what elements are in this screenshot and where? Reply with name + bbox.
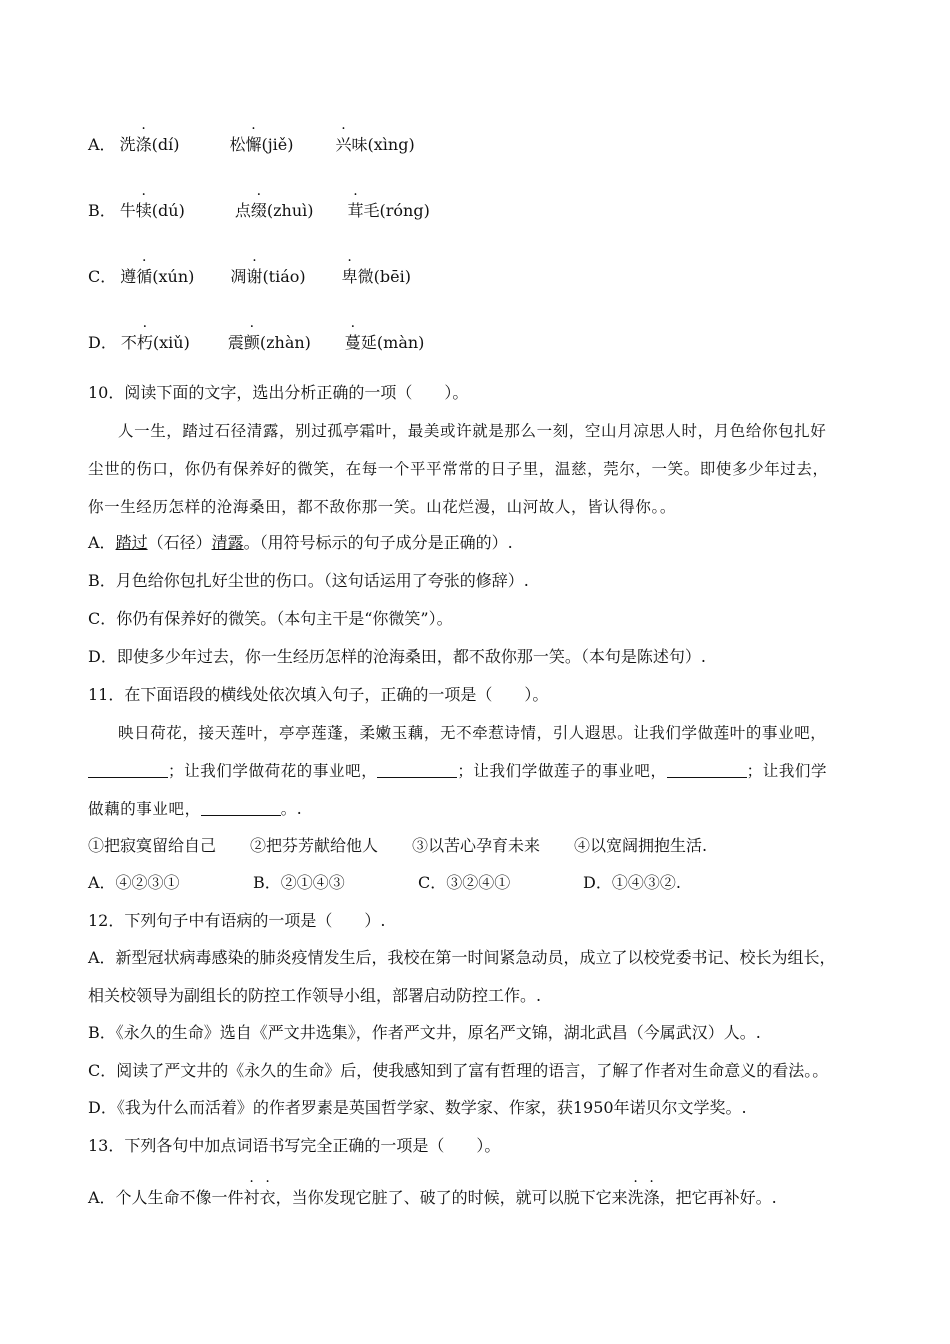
- underlined-object: 清露: [211, 533, 244, 552]
- q9-option-c: C． 遵循(xún) 凋谢(tiáo) 卑微(bēi): [88, 267, 411, 286]
- q10-option-d: D．即使多少年过去，你一生经历怎样的沧海桑田，都不敌你那一笑。（本句是陈述句）.: [88, 647, 706, 666]
- q12-stem: 12．下列句子中有语病的一项是（ ）.: [88, 911, 386, 930]
- q10-passage-line-2: 尘世的伤口，你仍有保养好的微笑，在每一个平平常常的日子里，温慈，莞尔，一笑。即使多少年过去，: [88, 460, 829, 478]
- q11-sentence-choices: ①把寂寞留给自己 ②把芬芳献给他人 ③以苦心孕育未来 ④以宽阔拥抱生活.: [88, 836, 708, 855]
- q11-answer-options: A．④②③① B．②①④③ C．③②④① D．①④③②.: [88, 873, 681, 892]
- q11-stem: 11．在下面语段的横线处依次填入句子，正确的一项是（ ）。: [88, 685, 549, 704]
- q10-passage-line-1: 人一生，踏过石径清露，别过孤亭霜叶，最美或许就是那么一刻，空山月凉思人时，月色给你包扎好: [118, 422, 827, 440]
- q11-passage-line-2: ；让我们学做荷花的事业吧， ；让我们学做莲子的事业吧， ；让我们学: [88, 761, 827, 781]
- fill-blank-1[interactable]: [88, 763, 168, 778]
- q9-option-b: B． 牛犊(dú) 点缀(zhuì) 茸毛(róng): [88, 201, 430, 220]
- q13-stem: 13．下列各句中加点词语书写完全正确的一项是（ ）。: [88, 1136, 501, 1155]
- underlined-predicate: 踏过: [115, 533, 148, 552]
- q12-option-d: D．《我为什么而活着》的作者罗素是英国哲学家、数学家、作家，获1950年诺贝尔文学奖。.: [88, 1098, 747, 1117]
- fill-blank-3[interactable]: [667, 763, 747, 778]
- q9-option-d: D． 不朽(xiǔ) 震颤(zhàn) 蔓延(màn): [88, 333, 425, 352]
- q10-option-b: B．月色给你包扎好尘世的伤口。（这句话运用了夸张的修辞）.: [88, 571, 529, 590]
- q10-option-c: C．你仍有保养好的微笑。（本句主干是“你微笑”）。: [88, 609, 453, 628]
- q10-stem: 10．阅读下面的文字，选出分析正确的一项（ ）。: [88, 383, 469, 402]
- fill-blank-4[interactable]: [201, 801, 281, 816]
- q12-option-a-line-2: 相关校领导为副组长的防控工作领导小组，部署启动防控工作。.: [88, 986, 542, 1005]
- q11-passage-line-3: 做藕的事业吧， 。.: [88, 800, 303, 818]
- q12-option-b: B．《永久的生命》选自《严文井选集》，作者严文井，原名严文锦，湖北武昌（今属武汉）人。.: [88, 1023, 761, 1042]
- fill-blank-2[interactable]: [377, 763, 457, 778]
- q12-option-a-line-1: A．新型冠状病毒感染的肺炎疫情发生后，我校在第一时间紧急动员，成立了以校党委书记、校长为组长，: [88, 948, 836, 967]
- q9-option-a: A． 洗涤(dí) 松懈(jiě) 兴味(xìng): [88, 135, 415, 154]
- q10-option-a: A．踏过（石径）清露。（用符号标示的句子成分是正确的）.: [88, 533, 513, 552]
- q13-option-a: A．个人生命不像一件衬衣，当你发现它脏了、破了的时候，就可以脱下它来洗涤，把它再补好。.: [88, 1188, 777, 1207]
- q10-passage-line-3: 你一生经历怎样的沧海桑田，都不敌你那一笑。山花烂漫，山河故人，皆认得你。。: [88, 498, 676, 516]
- q12-option-c: C．阅读了严文井的《永久的生命》后，使我感知到了富有哲理的语言，了解了作者对生命意义的看法。。: [88, 1061, 829, 1080]
- q11-passage-line-1: 映日荷花，接天莲叶，亭亭莲蓬，柔嫩玉藕，无不牵惹诗情，引人遐思。让我们学做莲叶的事业吧，: [118, 724, 827, 742]
